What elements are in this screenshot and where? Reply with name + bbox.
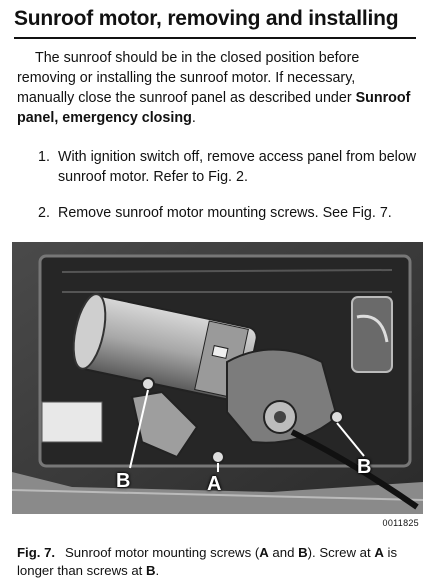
emergency-closing-reference: Sunroof panel, emergency closing [17, 90, 411, 126]
step-text: Remove sunroof motor mounting screws. See Fig. 7. [58, 205, 392, 221]
intro-end: . [191, 110, 196, 126]
step-number: 1. [38, 149, 50, 165]
step-text: With ignition switch off, remove access panel from below sunroof motor. Refer to Fig. 2. [58, 149, 417, 185]
caption-callout-ref: B [298, 545, 308, 560]
step-2 [38, 203, 418, 223]
caption-callout-ref: A [374, 545, 384, 560]
caption-fragment: Sunroof motor mounting screws ( [65, 545, 260, 560]
title-divider [14, 37, 416, 39]
callout-b-right: B [357, 456, 372, 478]
callout-b-left: B [116, 470, 131, 492]
page-title: Sunroof motor, removing and installing [14, 7, 399, 30]
caption-callout-ref: A [259, 545, 269, 560]
figure-caption [17, 544, 427, 580]
sunroof-motor-photo [12, 242, 423, 514]
caption-fragment: and [268, 545, 299, 560]
intro-paragraph [17, 48, 415, 128]
caption-text [17, 545, 397, 578]
image-number: 0011825 [382, 518, 419, 528]
callout-a: A [207, 473, 222, 495]
intro-text: The sunroof should be in the closed position before removing or installing the sunroof motor. If necessary, manually close the sunroof panel as described under [17, 50, 360, 106]
caption-fragment: ). Screw at [307, 545, 375, 560]
caption-fragment: is longer than screws at [17, 545, 398, 578]
step-1 [38, 147, 418, 187]
caption-fragment: . [155, 563, 160, 578]
step-number: 2. [38, 205, 50, 221]
caption-callout-ref: B [146, 563, 156, 578]
figure-label: Fig. 7. [17, 545, 56, 560]
